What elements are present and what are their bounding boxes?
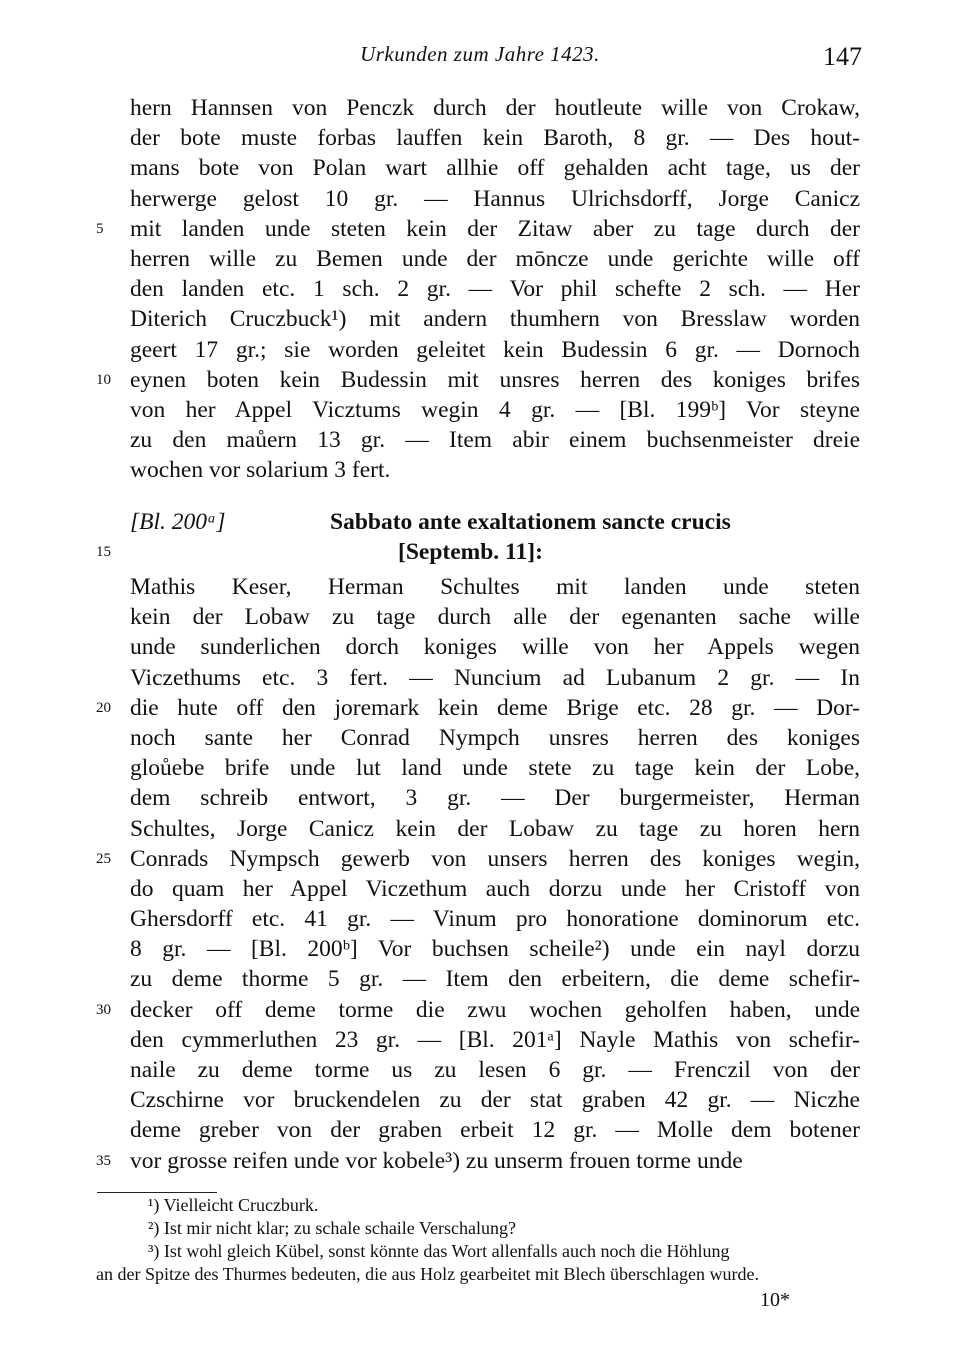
footnote-line: ³) Ist wohl gleich Kübel, sonst könnte das Wort allenfalls auch noch die Höhlung [148, 1241, 730, 1261]
text-line [130, 814, 860, 844]
text-block-1 [96, 93, 860, 485]
folio-reference: [Bl. 200ᵃ] [130, 509, 226, 535]
line-number: 10 [96, 371, 111, 388]
line-text: noch sante her Conrad Nympch unsres herren des koniges [130, 724, 860, 751]
line-text: eynen boten kein Budessin mit unsres herren des koniges brifes [130, 366, 860, 393]
page-number: 147 [823, 42, 862, 71]
line-text: den cymmerluthen 23 gr. — [Bl. 201ᵃ] Nayle Mathis von schefir- [130, 1026, 860, 1053]
text-line [130, 244, 860, 274]
line-text: den landen etc. 1 sch. 2 gr. — Vor phil schefte 2 sch. — Her [130, 276, 860, 303]
line-number: 25 [96, 850, 111, 867]
text-line [130, 93, 860, 123]
signature-mark: 10* [760, 1289, 790, 1311]
text-line [130, 723, 860, 753]
line-text: Diterich Cruczbuck¹) mit andern thumhern von Bresslaw worden [130, 306, 860, 333]
line-text: vor grosse reifen unde vor kobele³) zu unserm frouen torme unde [130, 1147, 743, 1174]
text-line [130, 1055, 860, 1085]
line-text: decker off deme torme die zwu wochen geholfen haben, unde [130, 996, 860, 1023]
line-text: naile zu deme torme us zu lesen 6 gr. — Frenczil von der [130, 1057, 860, 1083]
line-text: do quam her Appel Viczethum auch dorzu unde her Cristoff von [130, 875, 860, 902]
footnote-line: ²) Ist mir nicht klar; zu schale schaile Verschalung? [148, 1218, 516, 1238]
line-text: kein der Lobaw zu tage durch alle der egenanten sache wille [130, 604, 860, 631]
line-text: dem schreib entwort, 3 gr. — Der burgermeister, Herman [130, 785, 860, 812]
line-text: der bote muste forbas lauffen kein Baroth, 8 gr. — Des hout- [130, 125, 860, 152]
text-line [130, 874, 860, 904]
line-text: zu den maůern 13 gr. — Item abir einem buchsenmeister dreie [130, 427, 860, 454]
text-line [130, 335, 860, 365]
text-line [130, 632, 860, 662]
line-text: Conrads Nympsch gewerb von unsers herren des koniges wegin, [130, 845, 860, 872]
text-line [130, 455, 860, 485]
text-line [130, 1115, 860, 1145]
text-line [96, 693, 860, 723]
text-line [130, 184, 860, 214]
text-line [130, 572, 860, 602]
text-line [130, 934, 860, 964]
line-text: von her Appel Vicztums wegin 4 gr. — [Bl. 199ᵇ] Vor steyne [130, 396, 860, 423]
text-line [130, 304, 860, 334]
text-line [130, 395, 860, 425]
text-line [96, 365, 860, 395]
line-text: herren wille zu Bemen unde der mōncze unde gerichte wille off [130, 245, 860, 272]
text-line [130, 783, 860, 813]
line-text: mans bote von Polan wart allhie off gehalden acht tage, us der [130, 155, 860, 182]
text-line [96, 844, 860, 874]
line-text: Mathis Keser, Herman Schultes mit landen unde steten [130, 574, 860, 600]
text-line [130, 753, 860, 783]
line-text: die hute off den joremark kein deme Brige etc. 28 gr. — Dor- [130, 694, 860, 721]
footnotes [96, 1194, 866, 1286]
line-text: Czschirne vor bruckendelen zu der stat graben 42 gr. — Niczhe [130, 1087, 860, 1114]
line-text: hern Hannsen von Penczk durch der houtleute wille von Crokaw, [130, 95, 860, 121]
text-block-2 [96, 572, 860, 1176]
text-line [130, 123, 860, 153]
line-text: unde sunderlichen dorch koniges wille von her Appels wegen [130, 634, 860, 661]
text-line [130, 964, 860, 994]
line-text: wochen vor solarium 3 fert. [130, 457, 391, 484]
page-header [0, 38, 960, 78]
line-number: 15 [96, 544, 111, 560]
line-number: 20 [96, 699, 111, 716]
text-line [130, 1085, 860, 1115]
line-text: mit landen unde steten kein der Zitaw aber zu tage durch der [130, 215, 860, 242]
text-line [130, 1025, 860, 1055]
line-number: 30 [96, 1001, 111, 1018]
running-head: Urkunden zum Jahre 1423. [360, 42, 600, 66]
line-number: 35 [96, 1152, 111, 1169]
line-text: Schultes, Jorge Canicz kein der Lobaw zu tage zu horen hern [130, 815, 860, 842]
text-line [130, 904, 860, 934]
heading-title-line2: [Septemb. 11]: [398, 539, 543, 565]
line-text: Ghersdorff etc. 41 gr. — Vinum pro honoratione dominorum etc. [130, 906, 860, 933]
line-text: deme greber von der graben erbeit 12 gr. — Molle dem botener [130, 1117, 860, 1144]
text-line [96, 995, 860, 1025]
line-text: 8 gr. — [Bl. 200ᵇ] Vor buchsen scheile²) unde ein nayl dorzu [130, 936, 860, 963]
section-heading [96, 507, 860, 567]
footnote-rule [97, 1192, 217, 1193]
footnote-line: ¹) Vielleicht Cruczburk. [148, 1195, 319, 1215]
line-text: Viczethums etc. 3 fert. — Nuncium ad Lubanum 2 gr. — In [130, 664, 860, 691]
text-line [96, 214, 860, 244]
line-text: geert 17 gr.; sie worden geleitet kein Budessin 6 gr. — Dornoch [130, 336, 860, 363]
line-text: zu deme thorme 5 gr. — Item den erbeitern, die deme schefir- [130, 966, 860, 993]
text-line [130, 153, 860, 183]
line-text: herwerge gelost 10 gr. — Hannus Ulrichsdorff, Jorge Canicz [130, 185, 860, 212]
text-line [130, 602, 860, 632]
text-line [130, 274, 860, 304]
line-text: gloůebe brife unde lut land unde stete zu tage kein der Lobe, [130, 755, 860, 782]
text-line [130, 425, 860, 455]
text-line [130, 663, 860, 693]
heading-title-line1: Sabbato ante exaltationem sancte crucis [330, 509, 731, 535]
line-number: 5 [96, 220, 104, 237]
footnote-line: an der Spitze des Thurmes bedeuten, die aus Holz gearbeitet mit Blech überschlagen wurde. [96, 1264, 759, 1284]
text-line [96, 1146, 860, 1176]
